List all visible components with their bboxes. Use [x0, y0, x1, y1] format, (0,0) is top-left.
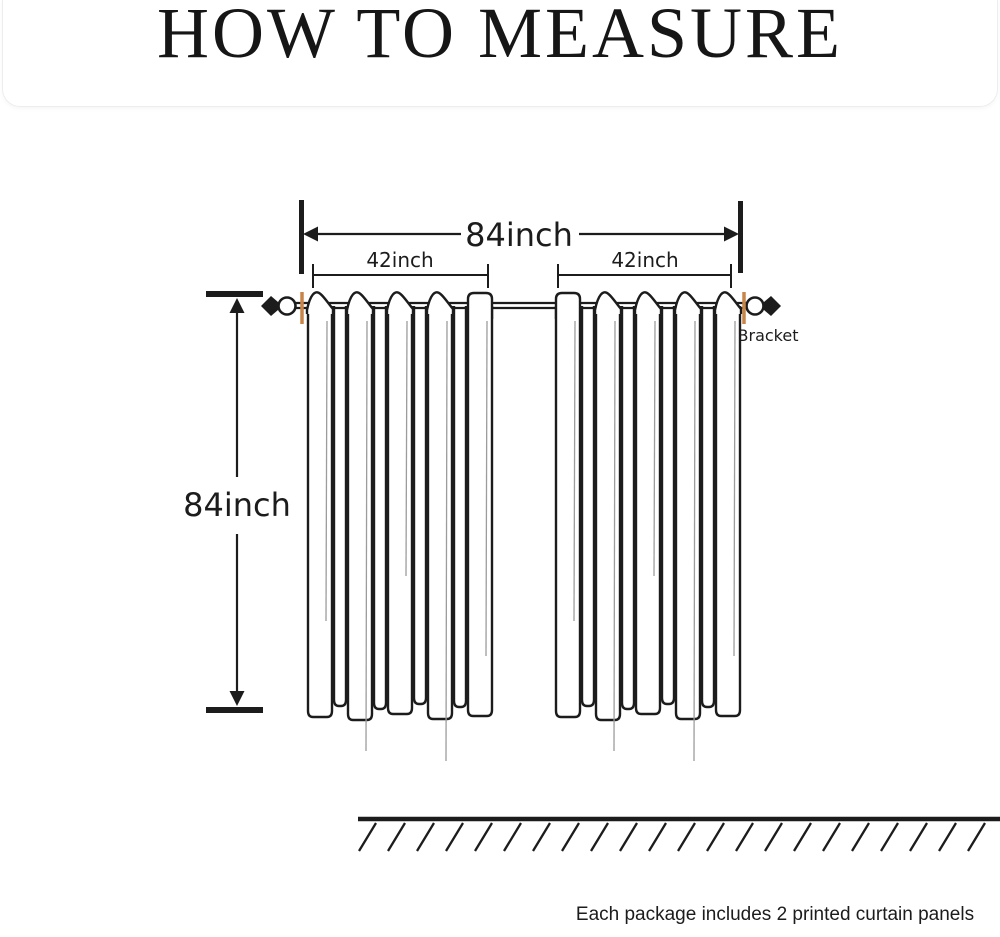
hatch-mark — [359, 823, 376, 851]
curtain-fold-top — [635, 292, 661, 314]
curtain-fold — [388, 306, 412, 714]
hatch-mark — [823, 823, 840, 851]
curtain-panel-left — [308, 306, 492, 761]
curtain-fold — [636, 306, 660, 714]
panel-width-label-right: 42inch — [611, 248, 679, 272]
curtain-fold-top — [675, 292, 701, 314]
curtain-height-label: 84inch — [183, 486, 291, 524]
hatch-mark — [649, 823, 666, 851]
curtain-fold — [308, 306, 332, 717]
panel-width-measure-right — [558, 248, 731, 288]
panel-width-measure-left — [313, 248, 488, 288]
bracket-label: Bracket — [737, 326, 799, 345]
hatch-mark — [446, 823, 463, 851]
curtain-fold — [582, 306, 594, 706]
hatch-mark — [678, 823, 695, 851]
curtain-fold-top — [387, 292, 413, 314]
hatch-mark — [939, 823, 956, 851]
rod-finial-right — [747, 296, 782, 316]
curtain-fold — [702, 306, 714, 707]
curtain-fold — [622, 306, 634, 709]
curtain-fold — [662, 306, 674, 704]
hatch-mark — [765, 823, 782, 851]
hatch-mark — [620, 823, 637, 851]
hatch-mark — [881, 823, 898, 851]
curtain-fold-top — [468, 293, 492, 319]
curtain-fold — [468, 306, 492, 716]
hatch-mark — [910, 823, 927, 851]
hatch-mark — [852, 823, 869, 851]
curtain-fold — [596, 306, 620, 720]
curtain-fold-top — [715, 292, 741, 314]
footnote: Each package includes 2 printed curtain panels — [575, 904, 975, 925]
curtain-fold-top — [347, 292, 373, 314]
hatch-mark — [562, 823, 579, 851]
curtain-fold — [676, 306, 700, 719]
curtain-fold — [374, 306, 386, 709]
measure-diagram — [0, 107, 1000, 932]
hatch-mark — [533, 823, 550, 851]
curtain-fold — [334, 306, 346, 706]
hatch-mark — [968, 823, 985, 851]
curtain-fold — [454, 306, 466, 707]
curtain-fold-top — [556, 293, 580, 319]
rod-width-label: 84inch — [465, 216, 573, 254]
rod-finial-left — [261, 296, 296, 316]
title-card — [2, 0, 998, 107]
hatch-mark — [417, 823, 434, 851]
hatch-mark — [388, 823, 405, 851]
hatch-mark — [504, 823, 521, 851]
curtain-fold — [716, 306, 740, 716]
floor-line — [358, 819, 1000, 851]
panel-width-label-left: 42inch — [366, 248, 434, 272]
hatch-mark — [794, 823, 811, 851]
curtain-fold-top — [595, 292, 621, 314]
curtain-fold — [428, 306, 452, 719]
hatch-mark — [591, 823, 608, 851]
hatch-mark — [475, 823, 492, 851]
curtain-panel-right — [556, 306, 740, 761]
floor-hatching — [359, 823, 985, 851]
page-title: HOW TO MEASURE — [156, 0, 844, 73]
hatch-mark — [736, 823, 753, 851]
curtain-fold-top — [427, 292, 453, 314]
curtain-height-measure — [183, 291, 291, 713]
curtain-fold — [414, 306, 426, 704]
curtain-fold-top — [307, 292, 333, 314]
hatch-mark — [707, 823, 724, 851]
curtain-fold — [348, 306, 372, 720]
curtain-fold — [556, 306, 580, 717]
